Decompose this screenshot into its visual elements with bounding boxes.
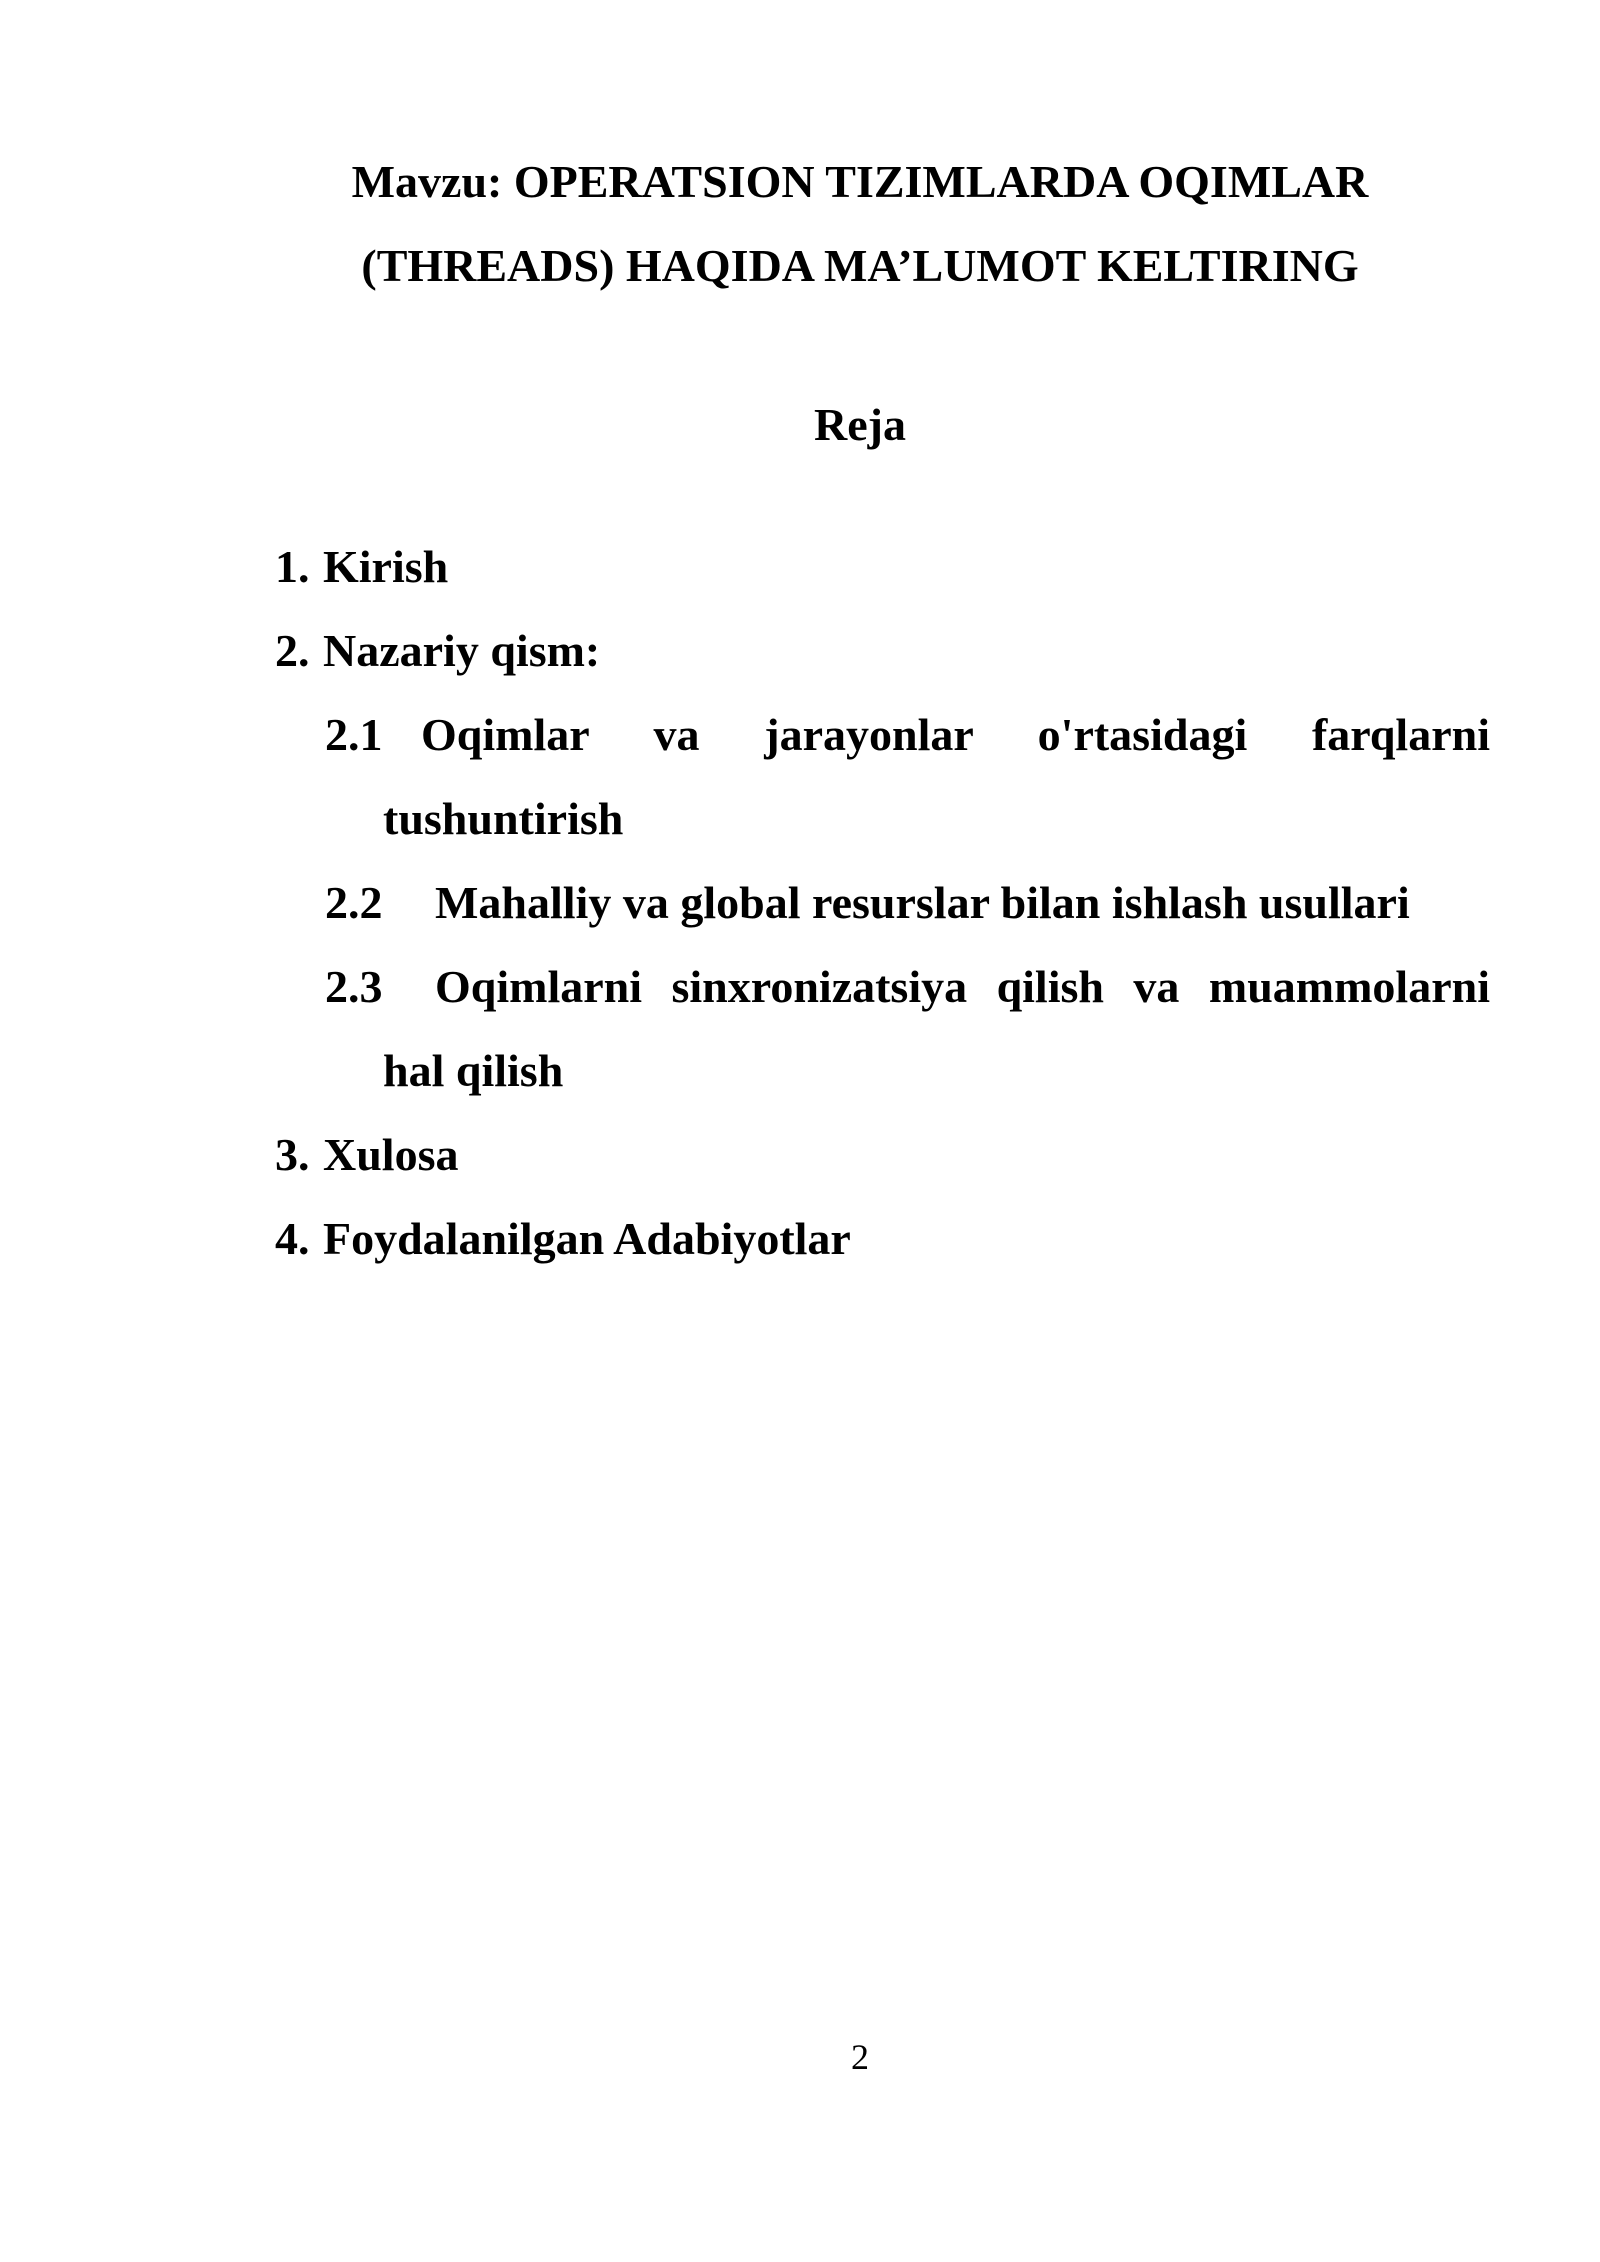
plan-item-label: Kirish (323, 541, 449, 592)
plan-item-label: Xulosa (323, 1129, 459, 1180)
plan-subitem-label: Oqimlar va jarayonlar o'rtasidagi farqlarni tushuntirish (383, 709, 1490, 844)
plan-item-1 (275, 525, 1490, 609)
plan-item-number: 4. (275, 1213, 310, 1264)
plan-item-label: Nazariy qism: (323, 625, 601, 676)
plan-subitem-2-1 (275, 693, 1490, 861)
plan-item-4 (275, 1197, 1490, 1281)
title-line-2: (THREADS) HAQIDA MA’LUMOT KELTIRING (361, 240, 1359, 291)
plan-subitem-label: Mahalliy va global resurslar bilan ishlash usullari (435, 877, 1410, 928)
plan-heading: Reja (814, 399, 906, 450)
plan-item-number: 1. (275, 541, 310, 592)
plan-item-label: Foydalanilgan Adabiyotlar (323, 1213, 851, 1264)
plan-subitem-number: 2.3 (325, 961, 383, 1012)
sub-list (275, 693, 1490, 1113)
plan-subitem-2-2 (275, 861, 1490, 945)
plan-item-number: 3. (275, 1129, 310, 1180)
plan-subitem-number: 2.2 (325, 877, 383, 928)
page-number: 2 (851, 2037, 869, 2077)
plan-subitems (275, 693, 1490, 1113)
document-title (275, 140, 1445, 308)
plan-list (275, 525, 1490, 1281)
plan-item-3 (275, 1113, 1490, 1197)
plan-subitem-2-3 (275, 945, 1490, 1113)
plan-item-2 (275, 609, 1490, 693)
plan-item-number: 2. (275, 625, 310, 676)
plan-subitem-label: Oqimlarni sinxronizatsiya qilish va muammolarni hal qilish (383, 961, 1490, 1096)
title-line-1: Mavzu: OPERATSION TIZIMLARDA OQIMLAR (351, 156, 1369, 207)
plan-subitem-number: 2.1 (325, 709, 383, 760)
